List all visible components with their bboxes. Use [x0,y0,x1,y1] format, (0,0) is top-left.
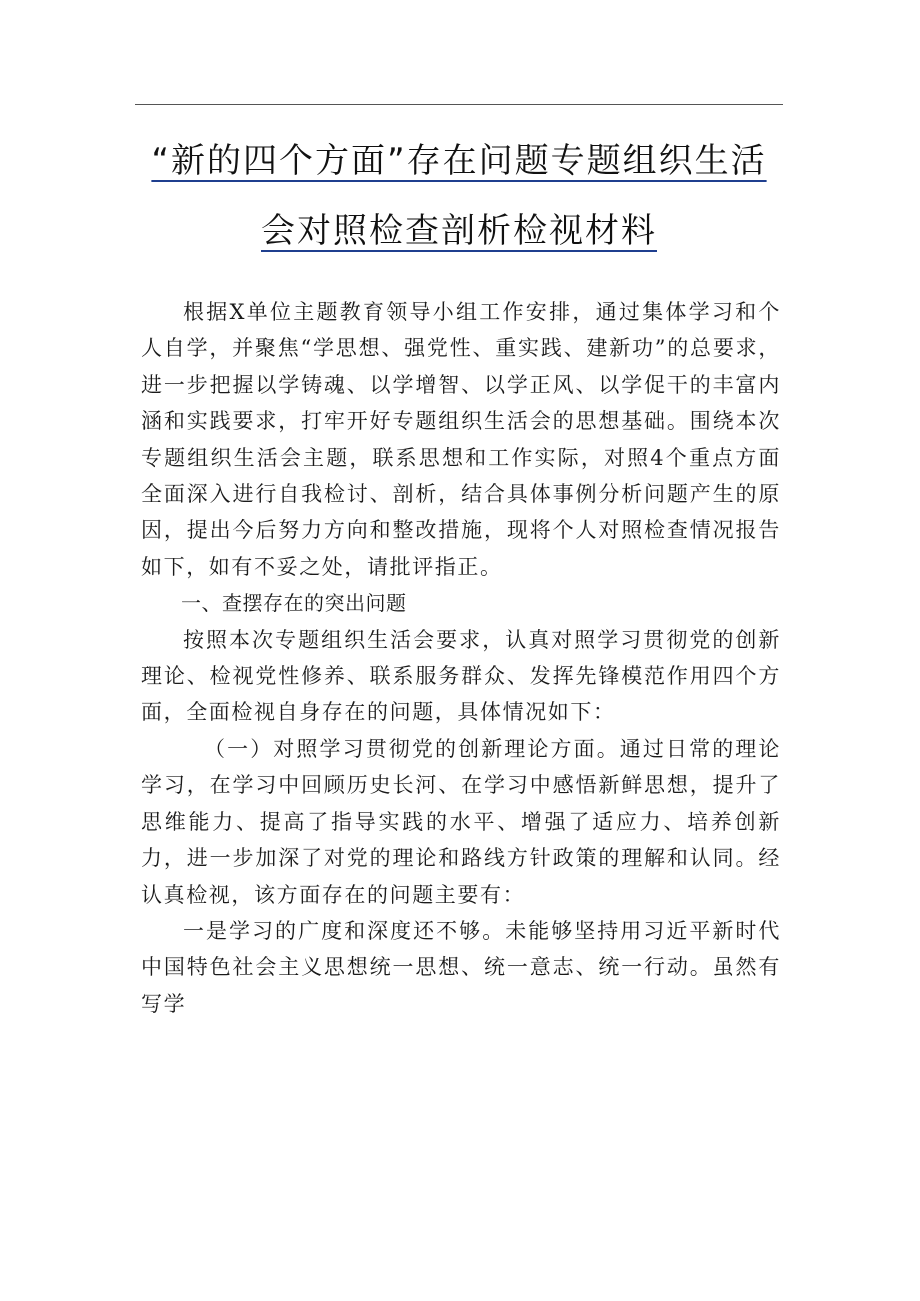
header-rule [135,104,783,105]
point-one-paragraph: 一是学习的广度和深度还不够。未能够坚持用习近平新时代中国特色社会主义思想统一思想、统一意志、统一行动。虽然有写学 [141,918,781,1016]
document-title-text-1: “新的四个方面”存在问题专题组织生活 [151,141,767,181]
section-intro-paragraph: 按照本次专题组织生活会要求，认真对照学习贯彻党的创新理论、检视党性修养、联系服务群众、发挥先锋模范作用四个方面，全面检视自身存在的问题，具体情况如下： [141,627,781,725]
section-heading: 一、查摆存在的突出问题 [181,591,407,616]
document-title-text-2: 会对照检查剖析检视材料 [261,211,657,251]
subsection-paragraph: （一）对照学习贯彻党的创新理论方面。通过日常的理论学习，在学习中回顾历史长河、在学习中感悟新鲜思想，提升了思维能力、提高了指导实践的水平、增强了适应力、培养创新力，进一步加深了对党的理论和路线方针政策的理解和认同。经认真检视，该方面存在的问题主要有： [141,736,781,907]
document-title-line-2 [135,203,783,252]
intro-paragraph: 根据X单位主题教育领导小组工作安排，通过集体学习和个人自学，并聚焦“学思想、强党性、重实践、建新功”的总要求，进一步把握以学铸魂、以学增智、以学正风、以学促干的丰富内涵和实践要求，打牢开好专题组织生活会的思想基础。围绕本次专题组织生活会主题，联系思想和工作实际，对照4个重点方面全面深入进行自我检讨、剖析，结合具体事例分析问题产生的原因，提出今后努力方向和整改措施，现将个人对照检查情况报告如下，如有不妥之处，请批评指正。 [141,300,781,579]
document-title-line-1 [135,133,783,182]
document-body [141,294,781,1022]
